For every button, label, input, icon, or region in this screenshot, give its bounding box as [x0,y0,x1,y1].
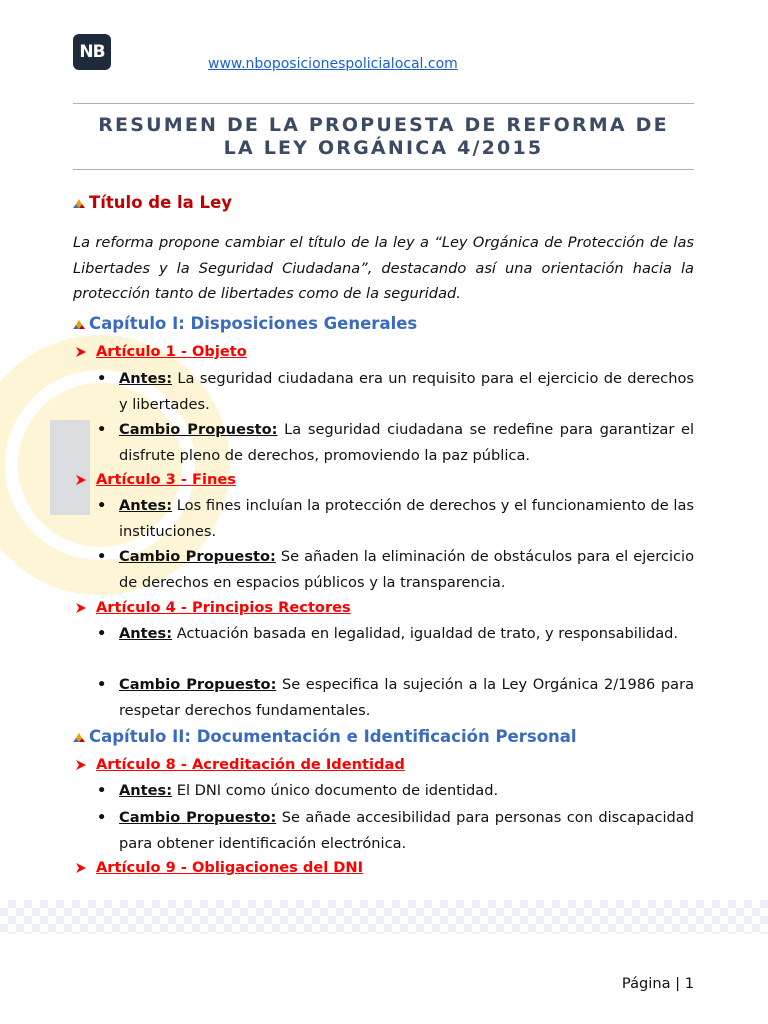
website-link[interactable]: www.nboposicionespolicialocal.com [208,56,458,72]
section-heading-titulo [73,193,232,212]
arrow-right-icon [75,862,87,874]
list-item [97,805,694,856]
page-number: Página | 1 [621,975,694,992]
arrow-right-icon [75,474,87,486]
section-heading-cap2 [73,727,577,746]
list-item [97,493,694,544]
diamond-bullet-icon [73,199,85,211]
item-text: Los fines incluían la protección de derechos y el funcionamiento de las instituciones. [119,497,695,540]
bullet-dot: • [97,497,107,514]
bullet-dot: • [97,676,107,693]
title-rule-top [73,103,694,104]
article-title: Artículo 1 - Objeto [96,343,247,360]
article-heading [75,343,247,360]
article-title: Artículo 4 - Principios Rectores [96,599,351,616]
list-item [97,621,694,647]
article-heading [75,599,351,616]
intro-paragraph: La reforma propone cambiar el título de la ley a “Ley Orgánica de Protección de las Libertades y la Seguridad Ciudadana”, destacando así una orientación hacia la protección tanto de libertades como de la seguridad. [73,234,694,302]
list-item [97,366,694,417]
bullet-dot: • [97,548,107,565]
antes-label: Antes: [119,497,173,514]
item-text: La seguridad ciudadana era un requisito para el ejercicio de derechos y libertades. [119,370,694,413]
title-rule-bottom [73,169,694,170]
section-title: Título de la Ley [89,193,233,212]
section-title: Capítulo I: Disposiciones Generales [89,314,418,333]
arrow-right-icon [75,346,87,358]
cambio-label: Cambio Propuesto: [119,421,278,438]
bullet-dot: • [97,782,107,799]
bullet-dot: • [97,421,107,438]
article-title: Artículo 3 - Fines [96,471,236,488]
item-text: Se añade accesibilidad para personas con discapacidad para obtener identificación electrónica. [119,809,695,852]
item-text: Actuación basada en legalidad, igualdad de trato, y responsabilidad. [176,625,679,642]
arrow-right-icon [75,602,87,614]
bullet-dot: • [97,370,107,387]
footer-pattern [0,900,768,934]
item-text: El DNI como único documento de identidad. [176,782,499,799]
list-item [97,544,694,595]
article-heading [75,756,405,773]
nb-logo: NB [73,34,111,70]
antes-label: Antes: [119,782,173,799]
page-title [73,114,694,160]
list-item [97,778,694,804]
cambio-label: Cambio Propuesto: [119,676,277,693]
list-item [97,417,694,468]
page-title-line-2: LA LEY ORGÁNICA 4/2015 [223,137,544,159]
diamond-bullet-icon [73,733,85,745]
article-title: Artículo 9 - Obligaciones del DNI [96,859,364,876]
section-title: Capítulo II: Documentación e Identificación Personal [89,727,577,746]
item-text: Se añaden la eliminación de obstáculos para el ejercicio de derechos en espacios públicos y la transparencia. [119,548,695,591]
article-heading [75,859,363,876]
list-item [97,672,694,723]
article-heading [75,471,236,488]
bullet-dot: • [97,625,107,642]
cambio-label: Cambio Propuesto: [119,548,276,565]
item-text: Se especifica la sujeción a la Ley Orgánica 2/1986 para respetar derechos fundamentales. [119,676,695,719]
bullet-dot: • [97,809,107,826]
diamond-bullet-icon [73,320,85,332]
page-title-line-1: RESUMEN DE LA PROPUESTA DE REFORMA DE [98,114,669,136]
article-title: Artículo 8 - Acreditación de Identidad [96,756,405,773]
arrow-right-icon [75,759,87,771]
item-text: La seguridad ciudadana se redefine para garantizar el disfrute pleno de derechos, promoviendo la paz pública. [119,421,695,464]
antes-label: Antes: [119,625,173,642]
antes-label: Antes: [119,370,173,387]
section-heading-cap1 [73,314,417,333]
cambio-label: Cambio Propuesto: [119,809,277,826]
